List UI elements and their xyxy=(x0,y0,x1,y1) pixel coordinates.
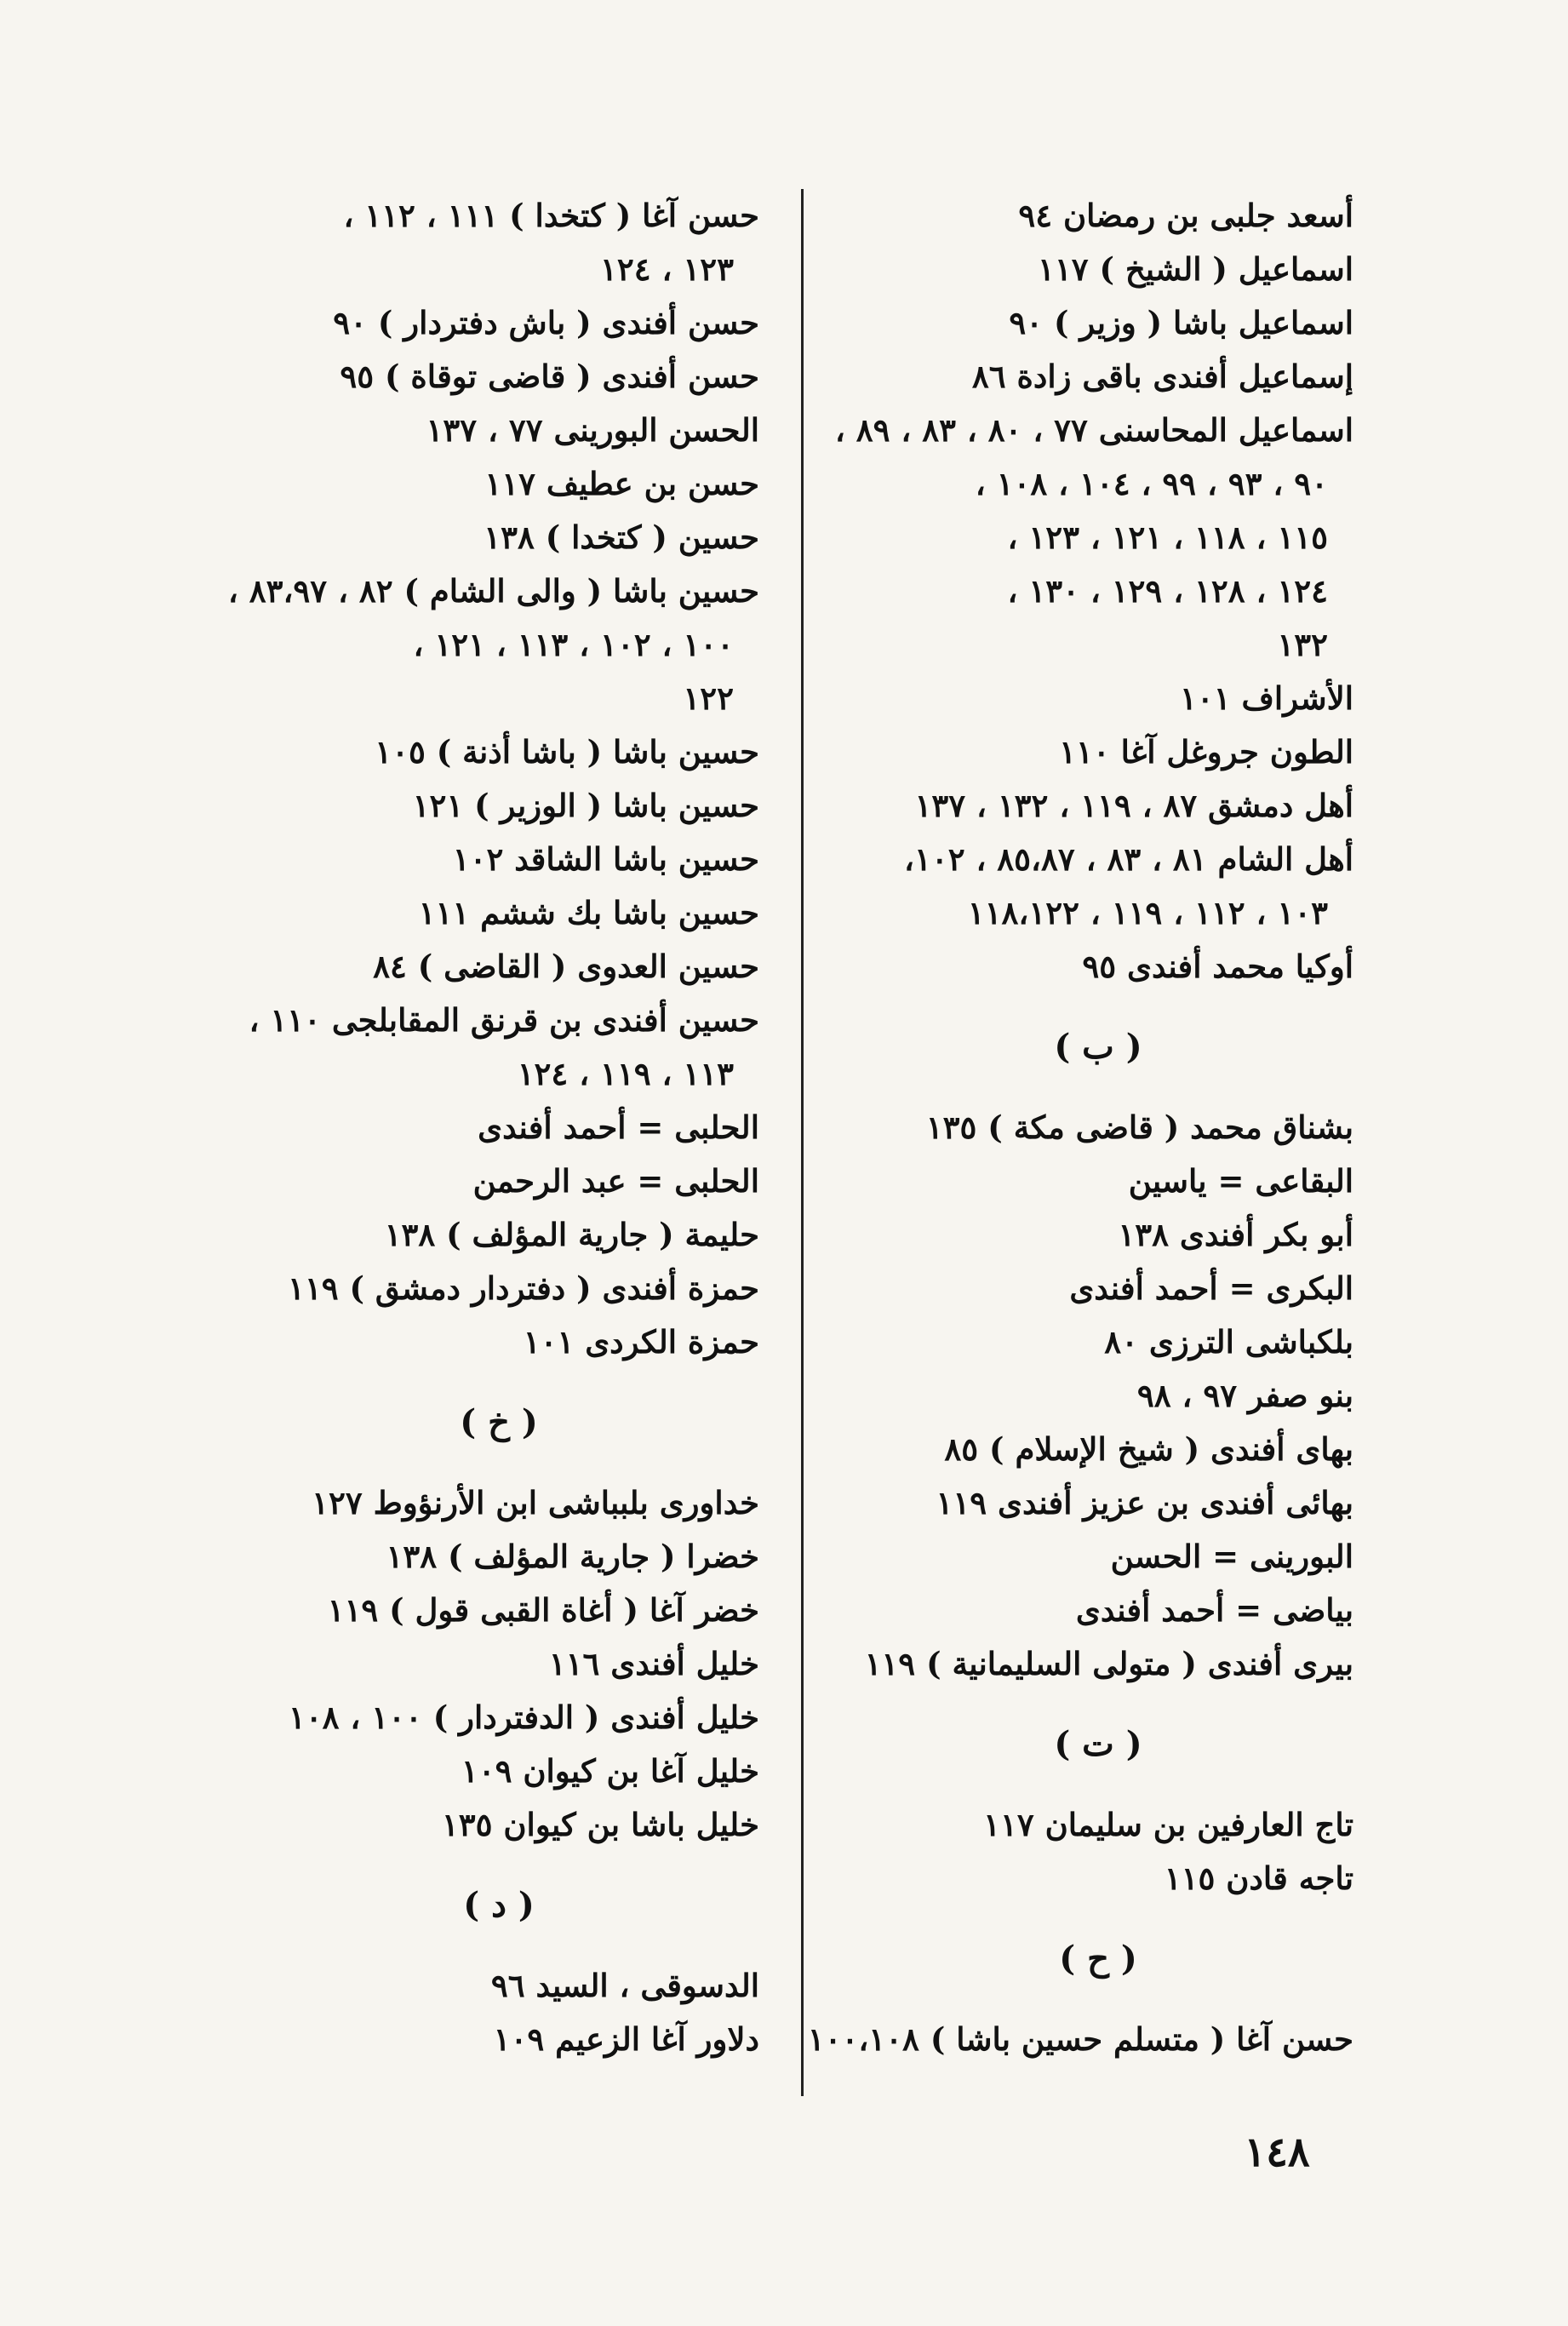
index-entry: حمزة الكردى ١٠١ xyxy=(523,1323,759,1361)
index-entry: الحلبى = أحمد أفندى xyxy=(478,1109,759,1146)
index-entry: خضر آغا ( أغاة القبى قول ) ١١٩ xyxy=(327,1591,759,1629)
index-entry-continuation: ١٣٢ xyxy=(1277,626,1328,663)
index-entry: حسن بن عطيف ١١٧ xyxy=(484,465,759,502)
index-entry: حسين باشا ( والى الشام ) ٨٢ ، ٨٣،٩٧ ، xyxy=(227,572,759,610)
index-entry: أهل دمشق ٨٧ ، ١١٩ ، ١٣٢ ، ١٣٧ xyxy=(914,787,1353,824)
index-entry: خليل آغا بن كيوان ١٠٩ xyxy=(461,1752,759,1790)
index-entry-continuation: ١٢٤ ، ١٢٨ ، ١٢٩ ، ١٣٠ ، xyxy=(1007,572,1328,610)
index-entry: حسين العدوى ( القاضى ) ٨٤ xyxy=(373,948,759,985)
page-number: ١٤٨ xyxy=(1244,2128,1310,2176)
index-entry: بشناق محمد ( قاضى مكة ) ١٣٥ xyxy=(925,1109,1353,1146)
index-entry: خليل أفندى ( الدفتردار ) ١٠٠ ، ١٠٨ xyxy=(288,1699,759,1736)
index-entry: حسين أفندى بن قرنق المقابلجى ١١٠ ، xyxy=(249,1001,759,1039)
index-entry: إسماعيل أفندى باقى زادة ٨٦ xyxy=(971,358,1353,395)
index-entry: أسعد جلبى بن رمضان ٩٤ xyxy=(1018,197,1353,234)
index-entry: الدسوقى ، السيد ٩٦ xyxy=(490,1967,759,2004)
index-entry: حسين ( كتخدا ) ١٣٨ xyxy=(484,518,759,556)
index-entry: أهل الشام ٨١ ، ٨٣ ، ٨٥،٨٧ ، ١٠٢، xyxy=(904,840,1353,878)
right-column xyxy=(807,189,1353,2066)
index-entry: الحلبى = عبد الرحمن xyxy=(472,1162,759,1200)
index-entry-continuation: ١٠٠ ، ١٠٢ ، ١١٣ ، ١٢١ ، xyxy=(413,626,734,663)
index-entry-continuation: ٩٠ ، ٩٣ ، ٩٩ ، ١٠٤ ، ١٠٨ ، xyxy=(975,465,1328,502)
index-entry: البكرى = أحمد أفندى xyxy=(1069,1269,1353,1307)
left-column xyxy=(227,189,759,2066)
index-entry: الأشراف ١٠١ xyxy=(1180,679,1353,717)
index-entry: اسماعيل ( الشيخ ) ١١٧ xyxy=(1038,250,1353,288)
section-heading: ( خ ) xyxy=(460,1402,538,1442)
index-entry: دلاور آغا الزعيم ١٠٩ xyxy=(493,2020,759,2058)
index-entry: حسين باشا الشاقد ١٠٢ xyxy=(452,840,759,878)
index-entry: حسن آغا ( متسلم حسين باشا ) ١٠٠،١٠٨ xyxy=(807,2020,1353,2058)
index-entry: بهاى أفندى ( شيخ الإسلام ) ٨٥ xyxy=(944,1430,1353,1468)
index-entry-continuation: ١١٣ ، ١١٩ ، ١٢٤ xyxy=(517,1055,734,1092)
index-entry: تاجه قادن ١١٥ xyxy=(1164,1859,1353,1897)
index-entry: حسن آغا ( كتخدا ) ١١١ ، ١١٢ ، xyxy=(343,197,759,234)
index-entry: اسماعيل باشا ( وزير ) ٩٠ xyxy=(1009,304,1353,341)
index-entry: الحسن البورينى ٧٧ ، ١٣٧ xyxy=(426,411,759,449)
index-entry: بياضى = أحمد أفندى xyxy=(1075,1591,1353,1629)
index-entry: حسين باشا ( باشا أذنة ) ١٠٥ xyxy=(375,733,759,771)
index-entry: حسن أفندى ( قاضى توقاة ) ٩٥ xyxy=(340,358,759,395)
section-heading: ( د ) xyxy=(463,1885,535,1925)
index-entry: حمزة أفندى ( دفتردار دمشق ) ١١٩ xyxy=(287,1269,759,1307)
index-entry: خليل باشا بن كيوان ١٣٥ xyxy=(441,1806,759,1843)
index-entry: بيرى أفندى ( متولى السليمانية ) ١١٩ xyxy=(864,1645,1353,1682)
index-entry: حليمة ( جارية المؤلف ) ١٣٨ xyxy=(384,1216,759,1253)
index-entry: البورينى = الحسن xyxy=(1110,1538,1353,1575)
index-entry: أبو بكر أفندى ١٣٨ xyxy=(1118,1216,1353,1253)
index-entry: اسماعيل المحاسنى ٧٧ ، ٨٠ ، ٨٣ ، ٨٩ ، xyxy=(834,411,1353,449)
column-divider xyxy=(801,189,804,2096)
index-entry: حسين باشا ( الوزير ) ١٢١ xyxy=(412,787,759,824)
index-entry: الطون جروغل آغا ١١٠ xyxy=(1059,733,1353,771)
index-entry-continuation: ١٢٢ xyxy=(683,679,734,717)
index-entry-continuation: ١١٥ ، ١١٨ ، ١٢١ ، ١٢٣ ، xyxy=(1007,518,1328,556)
index-entry-continuation: ١٠٣ ، ١١٢ ، ١١٩ ، ١١٨،١٢٢ xyxy=(967,894,1328,931)
index-entry: حسن أفندى ( باش دفتردار ) ٩٠ xyxy=(333,304,759,341)
index-entry: بلكباشى الترزى ٨٠ xyxy=(1104,1323,1353,1361)
index-entry: خداورى بلبباشى ابن الأرنؤوط ١٢٧ xyxy=(312,1484,759,1521)
index-entry: بنو صفر ٩٧ ، ٩٨ xyxy=(1136,1377,1353,1414)
index-entry: بهائى أفندى بن عزيز أفندى ١١٩ xyxy=(936,1484,1353,1521)
index-entry: أوكيا محمد أفندى ٩٥ xyxy=(1082,948,1353,985)
index-entry: خليل أفندى ١١٦ xyxy=(548,1645,759,1682)
index-entry-continuation: ١٢٣ ، ١٢٤ xyxy=(600,250,734,288)
index-entry: حسين باشا بك ششم ١١١ xyxy=(418,894,759,931)
section-heading: ( ب ) xyxy=(1054,1027,1142,1067)
index-entry: تاج العارفين بن سليمان ١١٧ xyxy=(983,1806,1353,1843)
index-entry: البقاعى = ياسين xyxy=(1128,1162,1353,1200)
section-heading: ( ح ) xyxy=(1059,1939,1137,1979)
section-heading: ( ت ) xyxy=(1054,1724,1142,1764)
index-entry: خضرا ( جارية المؤلف ) ١٣٨ xyxy=(386,1538,759,1575)
